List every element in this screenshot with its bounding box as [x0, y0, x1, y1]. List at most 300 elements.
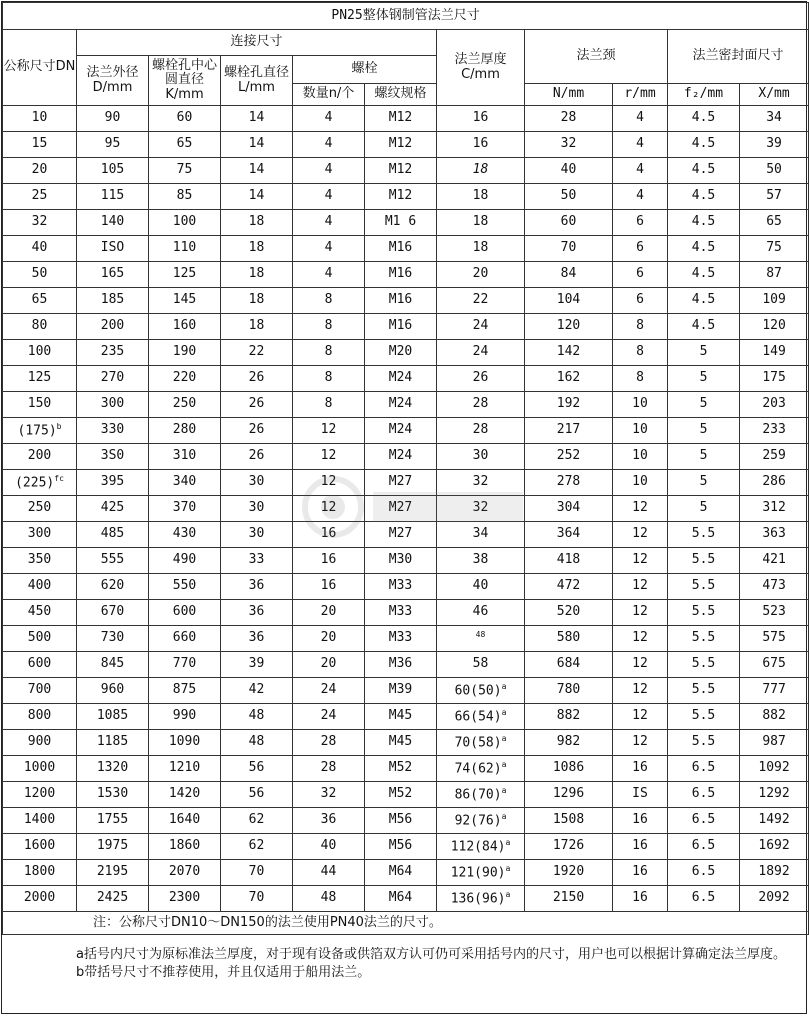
cell-X	[740, 236, 809, 262]
cell-r	[613, 704, 668, 730]
cell-value: 1600	[23, 838, 56, 854]
cell-value: 2195	[96, 864, 129, 880]
cell-dn	[3, 834, 77, 860]
cell-value: 1085	[96, 708, 129, 724]
cell-r	[613, 444, 668, 470]
cell-K	[149, 574, 221, 600]
cell-value: 684	[556, 656, 581, 672]
cell-dn	[3, 496, 77, 522]
cell-D	[77, 626, 149, 652]
cell-value: 25	[31, 188, 48, 204]
cell-r	[613, 132, 668, 158]
table-row	[3, 808, 809, 834]
cell-value: 259	[762, 448, 786, 464]
cell-r	[613, 184, 668, 210]
cell-f2	[668, 340, 740, 366]
cell-N	[525, 158, 613, 184]
cell-value: 20	[320, 656, 337, 672]
cell-dn	[3, 678, 77, 704]
cell-dn	[3, 470, 77, 496]
cell-r	[613, 574, 668, 600]
cell-value: 1692	[758, 838, 790, 854]
cell-dn	[3, 808, 77, 834]
cell-value: 26	[248, 370, 265, 386]
cell-K	[149, 340, 221, 366]
cell-C	[437, 756, 525, 782]
cell-value: 18	[248, 240, 265, 256]
table-note: 注：公称尺寸DN10～DN150的法兰使用PN40法兰的尺寸。	[3, 912, 809, 935]
cell-thread	[365, 860, 437, 886]
cell-value: 4.5	[691, 240, 716, 256]
table-row	[3, 106, 809, 132]
cell-L	[221, 860, 293, 886]
cell-r	[613, 600, 668, 626]
cell-value: 270	[100, 370, 125, 386]
cell-C	[437, 574, 525, 600]
cell-value: M30	[388, 552, 413, 568]
cell-value: 1508	[552, 812, 585, 828]
table-row	[3, 860, 809, 886]
cell-C	[437, 340, 525, 366]
cell-value: 4	[636, 188, 644, 204]
cell-thread	[365, 106, 437, 132]
cell-X	[740, 652, 809, 678]
cell-n	[293, 730, 365, 756]
cell-N	[525, 106, 613, 132]
cell-thread	[365, 652, 437, 678]
cell-n	[293, 366, 365, 392]
footnote-b: b带括号尺寸不推荐使用，并且仅适用于船用法兰。	[76, 965, 371, 980]
cell-value: 145	[172, 292, 197, 308]
cell-value: 12	[632, 604, 648, 620]
cell-value: 1086	[552, 760, 585, 776]
cell-value: 10	[632, 474, 648, 490]
cell-D	[77, 886, 149, 912]
cell-r	[613, 626, 668, 652]
cell-value: 2092	[758, 890, 790, 906]
cell-n	[293, 704, 365, 730]
cell-C	[437, 132, 525, 158]
cell-dn	[3, 210, 77, 236]
cell-n	[293, 886, 365, 912]
cell-value: 780	[556, 682, 581, 698]
cell-value: 6	[636, 292, 644, 308]
table-row	[3, 418, 809, 444]
cell-n	[293, 782, 365, 808]
cell-K	[149, 626, 221, 652]
cell-N	[525, 782, 613, 808]
table-row	[3, 548, 809, 574]
cell-value: 300	[27, 526, 52, 542]
cell-C	[437, 808, 525, 834]
cell-value: M20	[388, 344, 413, 360]
cell-value: 15	[31, 136, 48, 152]
table-title: PN25整体钢制管法兰尺寸	[3, 3, 809, 30]
cell-dn	[3, 366, 77, 392]
cell-value: 4	[636, 136, 644, 152]
cell-K	[149, 106, 221, 132]
cell-C	[437, 600, 525, 626]
cell-dn	[3, 158, 77, 184]
cell-K	[149, 496, 221, 522]
cell-L	[221, 184, 293, 210]
cell-D	[77, 860, 149, 886]
cell-value: 4.5	[691, 136, 716, 152]
cell-L	[221, 470, 293, 496]
footnote-marker: a	[505, 889, 511, 899]
cell-value: 32	[320, 786, 337, 802]
cell-value: 5.5	[691, 734, 716, 750]
cell-value: 16	[320, 526, 337, 542]
cell-value: 580	[556, 630, 581, 646]
cell-D	[77, 158, 149, 184]
cell-value: 40	[31, 240, 48, 256]
cell-f2	[668, 522, 740, 548]
cell-n	[293, 314, 365, 340]
cell-L	[221, 600, 293, 626]
cell-value: 125	[172, 266, 197, 282]
cell-value: 70	[248, 864, 265, 880]
cell-K	[149, 210, 221, 236]
cell-K	[149, 470, 221, 496]
cell-value: 14	[248, 136, 265, 152]
cell-C	[437, 678, 525, 704]
cell-L	[221, 210, 293, 236]
cell-K	[149, 600, 221, 626]
cell-value: 30	[472, 448, 489, 464]
cell-value: 95	[104, 136, 121, 152]
cell-L	[221, 808, 293, 834]
cell-value: 1800	[23, 864, 56, 880]
cell-N	[525, 652, 613, 678]
cell-N	[525, 210, 613, 236]
cell-value: 1420	[168, 786, 201, 802]
cell-N	[525, 548, 613, 574]
cell-value: M1 6	[384, 214, 417, 230]
cell-value: 20	[31, 162, 48, 178]
cell-dn	[3, 782, 77, 808]
bolt-qty-header: 数量n/个	[293, 84, 365, 106]
cell-K	[149, 418, 221, 444]
cell-X	[740, 834, 809, 860]
cell-K	[149, 756, 221, 782]
cell-n	[293, 262, 365, 288]
cell-value: 990	[172, 708, 197, 724]
cell-r	[613, 106, 668, 132]
cell-value: M12	[388, 162, 413, 178]
cell-value: 28	[472, 422, 489, 438]
cell-value: M56	[388, 838, 413, 854]
cell-value: 280	[172, 422, 197, 438]
cell-value: 555	[100, 552, 125, 568]
cell-N	[525, 522, 613, 548]
cell-value: 1892	[758, 864, 790, 880]
cell-dn	[3, 288, 77, 314]
cell-value: 185	[100, 292, 125, 308]
cell-value: 1296	[552, 786, 585, 802]
cell-K	[149, 808, 221, 834]
cell-f2	[668, 756, 740, 782]
cell-value: 65	[766, 214, 782, 230]
cell-value: 800	[27, 708, 52, 724]
cell-thread	[365, 548, 437, 574]
footnote-marker: a	[501, 811, 507, 821]
cell-D	[77, 574, 149, 600]
cell-D	[77, 106, 149, 132]
cell-N	[525, 366, 613, 392]
cell-value: 12	[632, 526, 648, 542]
cell-N	[525, 236, 613, 262]
cell-dn	[3, 860, 77, 886]
cell-value: 700	[27, 682, 52, 698]
cell-D	[77, 808, 149, 834]
cell-N	[525, 600, 613, 626]
cell-f2	[668, 132, 740, 158]
cell-value: M64	[388, 864, 413, 880]
cell-value: 10	[31, 110, 48, 126]
table-row	[3, 288, 809, 314]
cell-X	[740, 808, 809, 834]
cell-value: 30	[248, 526, 265, 542]
cell-dn	[3, 652, 77, 678]
cell-D	[77, 704, 149, 730]
cell-f2	[668, 392, 740, 418]
cell-dn	[3, 522, 77, 548]
cell-value: 109	[762, 292, 786, 308]
table-row	[3, 210, 809, 236]
cell-n	[293, 548, 365, 574]
cell-r	[613, 522, 668, 548]
cell-value: 4.5	[691, 318, 716, 334]
cell-n	[293, 522, 365, 548]
cell-value: 5	[699, 396, 708, 412]
cell-L	[221, 730, 293, 756]
cell-value: 66(54)	[454, 709, 502, 725]
cell-value: 32	[472, 500, 489, 516]
cell-D	[77, 782, 149, 808]
cell-C	[437, 314, 525, 340]
cell-L	[221, 418, 293, 444]
cell-value: 250	[172, 396, 197, 412]
cell-dn	[3, 106, 77, 132]
cell-K	[149, 236, 221, 262]
cell-thread	[365, 808, 437, 834]
cell-K	[149, 366, 221, 392]
cell-K	[149, 704, 221, 730]
cell-C	[437, 210, 525, 236]
cell-thread	[365, 756, 437, 782]
cell-value: 33	[248, 552, 265, 568]
cell-value: 217	[556, 422, 581, 438]
cell-dn	[3, 444, 77, 470]
cell-X	[740, 262, 809, 288]
cell-C	[437, 236, 525, 262]
cell-n	[293, 652, 365, 678]
cell-value: 472	[556, 578, 581, 594]
cell-value: 2150	[552, 890, 585, 906]
cell-N	[525, 808, 613, 834]
cell-value: 777	[762, 682, 786, 698]
cell-C	[437, 652, 525, 678]
cell-value: 203	[762, 396, 786, 412]
cell-X	[740, 288, 809, 314]
cell-value: 20	[320, 630, 337, 646]
cell-value: 22	[472, 292, 489, 308]
bolt-circle-header: 螺栓孔中心圆直径K/mm	[149, 56, 221, 106]
cell-thread	[365, 496, 437, 522]
cell-value: M24	[388, 422, 413, 438]
cell-value: 39	[248, 656, 265, 672]
cell-r	[613, 210, 668, 236]
cell-r	[613, 314, 668, 340]
cell-C	[437, 782, 525, 808]
cell-r	[613, 340, 668, 366]
cell-D	[77, 730, 149, 756]
cell-value: 233	[762, 422, 786, 438]
cell-f2	[668, 366, 740, 392]
cell-f2	[668, 496, 740, 522]
cell-value: 26	[248, 396, 265, 412]
cell-value: 12	[320, 500, 337, 516]
cell-thread	[365, 704, 437, 730]
cell-value: 500	[27, 630, 52, 646]
cell-value: 4	[324, 188, 333, 204]
cell-value: M16	[388, 292, 413, 308]
cell-value: 600	[172, 604, 197, 620]
cell-L	[221, 574, 293, 600]
cell-value: 32	[31, 214, 48, 230]
cell-n	[293, 236, 365, 262]
cell-value: 70(58)	[454, 735, 502, 751]
cell-value: 1320	[96, 760, 129, 776]
cell-value: 6.5	[691, 812, 716, 828]
cell-L	[221, 756, 293, 782]
cell-r	[613, 730, 668, 756]
cell-K	[149, 262, 221, 288]
cell-C	[437, 496, 525, 522]
cell-value: 26	[248, 422, 265, 438]
cell-value: 28	[472, 396, 489, 412]
table-row	[3, 782, 809, 808]
cell-C	[437, 522, 525, 548]
cell-value: 70	[560, 240, 577, 256]
cell-thread	[365, 340, 437, 366]
table-body	[3, 106, 809, 912]
cell-value: 28	[320, 734, 337, 750]
cell-K	[149, 444, 221, 470]
table-row	[3, 704, 809, 730]
cell-value: 1200	[23, 786, 56, 802]
cell-value: 1860	[168, 838, 201, 854]
cell-value: 200	[27, 448, 52, 464]
seal-header: 法兰密封面尺寸	[668, 30, 809, 84]
cell-value: 149	[762, 344, 786, 360]
cell-dn	[3, 626, 77, 652]
cell-X	[740, 548, 809, 574]
cell-L	[221, 366, 293, 392]
cell-n	[293, 210, 365, 236]
cell-X	[740, 184, 809, 210]
table-row	[3, 366, 809, 392]
cell-value: 4.5	[691, 162, 716, 178]
cell-N	[525, 470, 613, 496]
table-row	[3, 886, 809, 912]
cell-n	[293, 756, 365, 782]
cell-r	[613, 808, 668, 834]
cell-value: 60	[560, 214, 577, 230]
cell-D	[77, 392, 149, 418]
table-row	[3, 626, 809, 652]
cell-L	[221, 392, 293, 418]
cell-C	[437, 158, 525, 184]
cell-value: 523	[762, 604, 786, 620]
cell-X	[740, 210, 809, 236]
cell-dn	[3, 236, 77, 262]
cell-f2	[668, 236, 740, 262]
cell-value: 16	[320, 552, 337, 568]
cell-r	[613, 834, 668, 860]
table-row	[3, 444, 809, 470]
cell-dn	[3, 600, 77, 626]
cell-value: 1210	[168, 760, 201, 776]
cell-K	[149, 730, 221, 756]
cell-value: 450	[27, 604, 52, 620]
cell-value: 340	[172, 474, 197, 490]
cell-value: 278	[556, 474, 581, 490]
cell-value: 22	[248, 344, 265, 360]
cell-X	[740, 496, 809, 522]
cell-X	[740, 314, 809, 340]
cell-X	[740, 392, 809, 418]
cell-value: 485	[100, 526, 125, 542]
cell-value: 5.5	[691, 578, 716, 594]
cell-thread	[365, 418, 437, 444]
cell-X	[740, 704, 809, 730]
cell-n	[293, 600, 365, 626]
cell-value: 6.5	[691, 864, 716, 880]
cell-L	[221, 522, 293, 548]
cell-C	[437, 418, 525, 444]
cell-thread	[365, 886, 437, 912]
cell-value: 550	[172, 578, 197, 594]
cell-value: 1090	[168, 734, 201, 750]
cell-value: M33	[388, 630, 413, 646]
cell-K	[149, 392, 221, 418]
cell-value: 175	[762, 370, 786, 386]
cell-value: 6.5	[691, 890, 716, 906]
cell-L	[221, 158, 293, 184]
cell-value: M64	[388, 890, 413, 906]
cell-L	[221, 288, 293, 314]
cell-value: 6	[636, 266, 644, 282]
cell-dn	[3, 184, 77, 210]
cell-r	[613, 652, 668, 678]
cell-dn	[3, 262, 77, 288]
cell-value: 2070	[168, 864, 201, 880]
cell-dn	[3, 392, 77, 418]
cell-value: M39	[388, 682, 413, 698]
cell-value: 12	[632, 708, 648, 724]
cell-r	[613, 756, 668, 782]
cell-value: M16	[388, 318, 413, 334]
cell-n	[293, 132, 365, 158]
cell-value: 12	[632, 552, 648, 568]
cell-C	[437, 106, 525, 132]
cell-value: 12	[632, 682, 648, 698]
cell-N	[525, 860, 613, 886]
cell-dn	[3, 886, 77, 912]
cell-n	[293, 574, 365, 600]
